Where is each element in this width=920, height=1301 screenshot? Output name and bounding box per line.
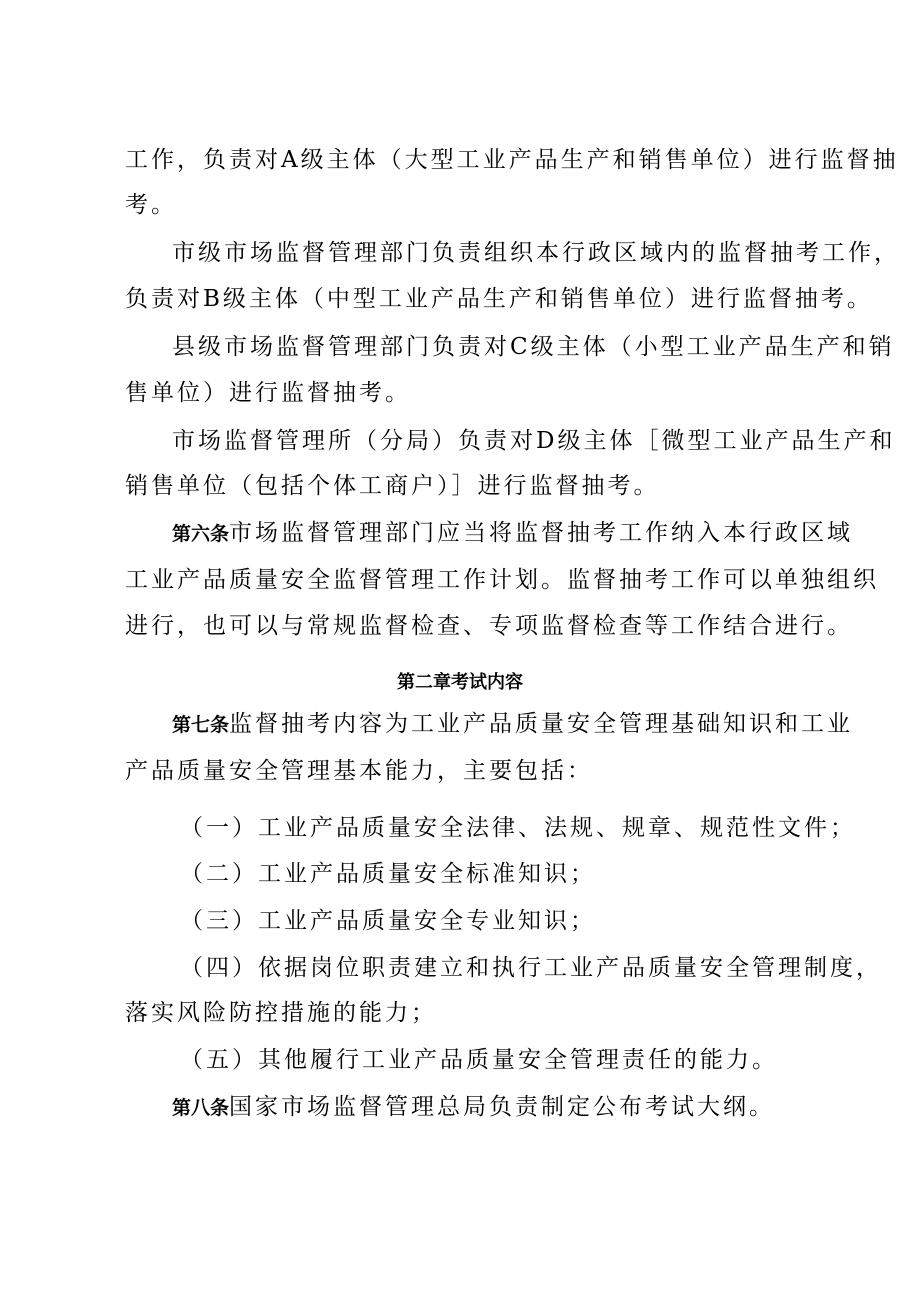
list-item-4-continued: [125, 998, 805, 1028]
text-line-11-content: 进行，也可以与常规监督检查、专项监督检查等工作结合进行。: [125, 613, 853, 639]
text-line-8: [125, 471, 805, 501]
text-line-2-content: 考。: [125, 192, 177, 218]
article-6-line: [172, 518, 854, 549]
text-line-7-content: 市场监督管理所（分局）负责对D级主体［微型工业产品生产和: [172, 428, 896, 454]
list-item-1: [180, 813, 856, 843]
list-item-4-continued-content: 落实风险防控措施的能力；: [125, 1000, 437, 1026]
list-item-5-content: （五）其他履行工业产品质量安全管理责任的能力。: [180, 1047, 778, 1073]
text-line-1-content: 工作，负责对A级主体（大型工业产品生产和销售单位）进行监督抽: [125, 147, 899, 173]
list-item-2-content: （二）工业产品质量安全标准知识；: [180, 861, 596, 887]
article-6-heading: 第六条: [172, 523, 230, 545]
text-line-13-content: 产品质量安全管理基本能力，主要包括：: [125, 758, 593, 784]
list-item-3: [180, 906, 805, 936]
text-line-13: [125, 756, 805, 786]
article-8-line: [172, 1092, 805, 1123]
text-line-4-content: 负责对B级主体（中型工业产品生产和销售单位）进行监督抽考。: [125, 286, 873, 312]
article-7-heading: 第七条: [172, 714, 230, 736]
text-line-5: [172, 332, 895, 362]
article-7-line: [172, 709, 854, 740]
text-line-2: [125, 190, 805, 220]
list-item-5: [180, 1045, 805, 1075]
text-line-3: [172, 238, 900, 268]
list-item-3-content: （三）工业产品质量安全专业知识；: [180, 908, 596, 934]
text-line-10-content: 工业产品质量安全监督管理工作计划。监督抽考工作可以单独组织: [125, 567, 879, 593]
text-line-4: [125, 284, 873, 314]
list-item-4-content: （四）依据岗位职责建立和执行工业产品质量安全管理制度，: [180, 955, 882, 981]
text-line-6: [125, 378, 805, 408]
text-line-20-content: 国家市场监督管理总局负责制定公布考试大纲。: [229, 1094, 776, 1120]
text-line-8-content: 销售单位（包括个体工商户）］进行监督抽考。: [125, 473, 660, 499]
text-line-3-content: 市级市场监督管理部门负责组织本行政区域内的监督抽考工作，: [172, 240, 900, 266]
list-item-4: [180, 953, 882, 983]
list-item-1-content: （一）工业产品质量安全法律、法规、规章、规范性文件；: [180, 815, 856, 841]
text-line-9-content: 市场监督管理部门应当将监督抽考工作纳入本行政区域: [229, 520, 854, 546]
chapter-title: 第二章考试内容: [397, 672, 523, 693]
text-line-5-content: 县级市场监督管理部门负责对C级主体（小型工业产品生产和销: [172, 334, 895, 360]
text-line-6-content: 售单位）进行监督抽考。: [125, 380, 411, 406]
text-line-7: [172, 426, 896, 456]
text-line-12-content: 监督抽考内容为工业产品质量安全管理基础知识和工业: [229, 711, 854, 737]
article-8-heading: 第八条: [172, 1097, 230, 1119]
text-line-11: [125, 611, 853, 641]
list-item-2: [180, 859, 805, 889]
text-line-10: [125, 565, 879, 595]
text-line-1: [125, 145, 899, 175]
